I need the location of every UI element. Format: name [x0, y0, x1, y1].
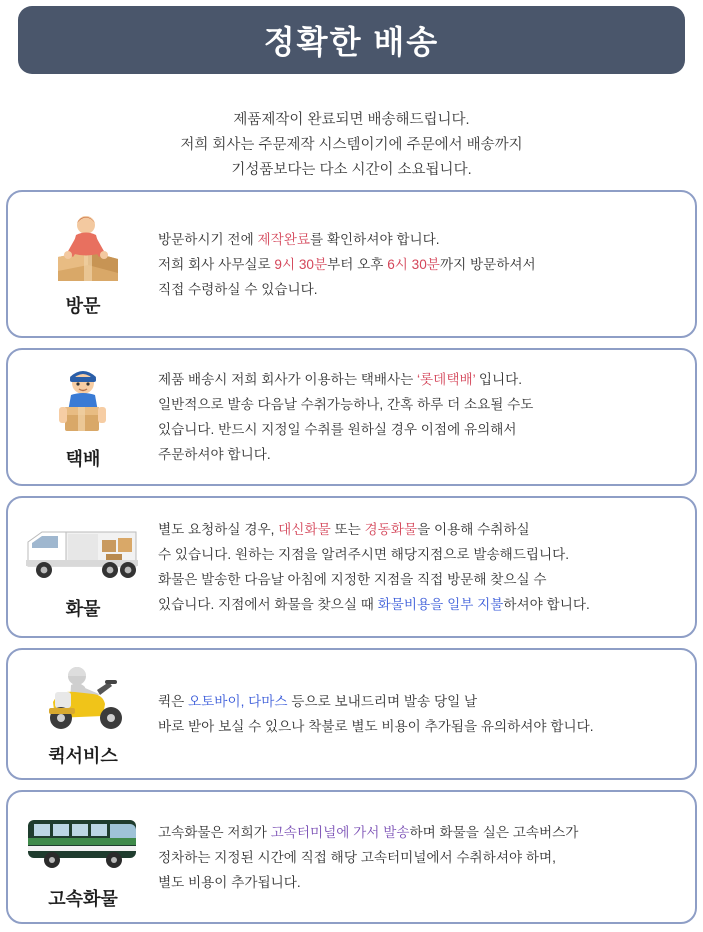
express-bus-icon	[22, 807, 144, 879]
card-text-line: 있습니다. 반드시 지정일 수취를 원하실 경우 이점에 유의해서	[158, 422, 517, 437]
delivery-man-icon	[43, 367, 123, 439]
card-label: 방문	[65, 296, 101, 316]
text-column	[158, 350, 695, 484]
intro-line: 기성품보다는 다소 시간이 소요됩니다.	[231, 162, 472, 178]
card-text-line: 퀵은 오토바이, 다마스 등으로 보내드리며 발송 당일 날	[158, 694, 478, 709]
scooter-courier-icon	[31, 664, 135, 736]
card-text-line: 제품 배송시 저희 회사가 이용하는 택배사는 ‘롯데택배’ 입니다.	[158, 372, 523, 387]
card-text-line: 있습니다. 지점에서 화물을 찾으실 때 화물비용을 일부 지불하셔야 합니다.	[158, 597, 590, 612]
card-text-line: 수 있습니다. 원하는 지점을 알려주시면 해당지점으로 발송해드립니다.	[158, 547, 570, 562]
icon-column	[8, 192, 158, 336]
delivery-card-quick	[6, 648, 697, 780]
card-text-line: 고속화물은 저희가 고속터미널에 가서 발송하며 화물을 실은 고속버스가	[158, 824, 579, 840]
text-column	[158, 192, 695, 336]
card-text-line: 화물은 발송한 다음날 아침에 지정한 지점을 직접 방문해 찾으실 수	[158, 572, 547, 587]
icon-column	[8, 792, 158, 922]
page-title: 정확한 배송	[263, 24, 440, 60]
card-text-line: 바로 받아 보실 수 있으나 착불로 별도 비용이 추가됨을 유의하셔야 합니다.	[158, 719, 594, 734]
card-text-line: 직접 수령하실 수 있습니다.	[158, 281, 318, 297]
text-column	[158, 792, 695, 922]
delivery-card-express	[6, 790, 697, 924]
text-column	[158, 498, 695, 636]
card-label: 택배	[65, 449, 101, 469]
card-label: 화물	[65, 599, 101, 619]
card-text-line: 일반적으로 발송 다음날 수취가능하나, 간혹 하루 더 소요될 수도	[158, 397, 534, 412]
icon-column	[8, 650, 158, 778]
text-column	[158, 650, 695, 778]
intro-line: 제품제작이 완료되면 배송해드립니다.	[233, 112, 470, 128]
card-text-line: 별도 요청하실 경우, 대신화물 또는 경동화물을 이용해 수취하실	[158, 522, 530, 537]
card-label: 고속화물	[48, 889, 118, 909]
intro-line: 저희 회사는 주문제작 시스템이기에 주문에서 배송까지	[180, 137, 523, 153]
person-with-box-icon	[40, 214, 126, 286]
icon-column	[8, 350, 158, 484]
intro-paragraph	[0, 108, 703, 183]
card-label: 퀵서비스	[48, 746, 118, 766]
page-header	[18, 6, 685, 74]
card-text-line: 주문하셔야 합니다.	[158, 447, 271, 462]
card-text-line: 저희 회사 사무실로 9시 30분부터 오후 6시 30분까지 방문하셔서	[158, 256, 536, 272]
icon-column	[8, 498, 158, 636]
cargo-truck-icon	[22, 517, 144, 589]
delivery-card-freight	[6, 496, 697, 638]
delivery-card-visit	[6, 190, 697, 338]
card-text-line: 방문하시기 전에 제작완료를 확인하셔야 합니다.	[158, 231, 440, 247]
card-text-line: 별도 비용이 추가됩니다.	[158, 874, 301, 890]
card-text-line: 정차하는 지정된 시간에 직접 해당 고속터미널에서 수취하셔야 하며,	[158, 849, 556, 865]
delivery-card-parcel	[6, 348, 697, 486]
